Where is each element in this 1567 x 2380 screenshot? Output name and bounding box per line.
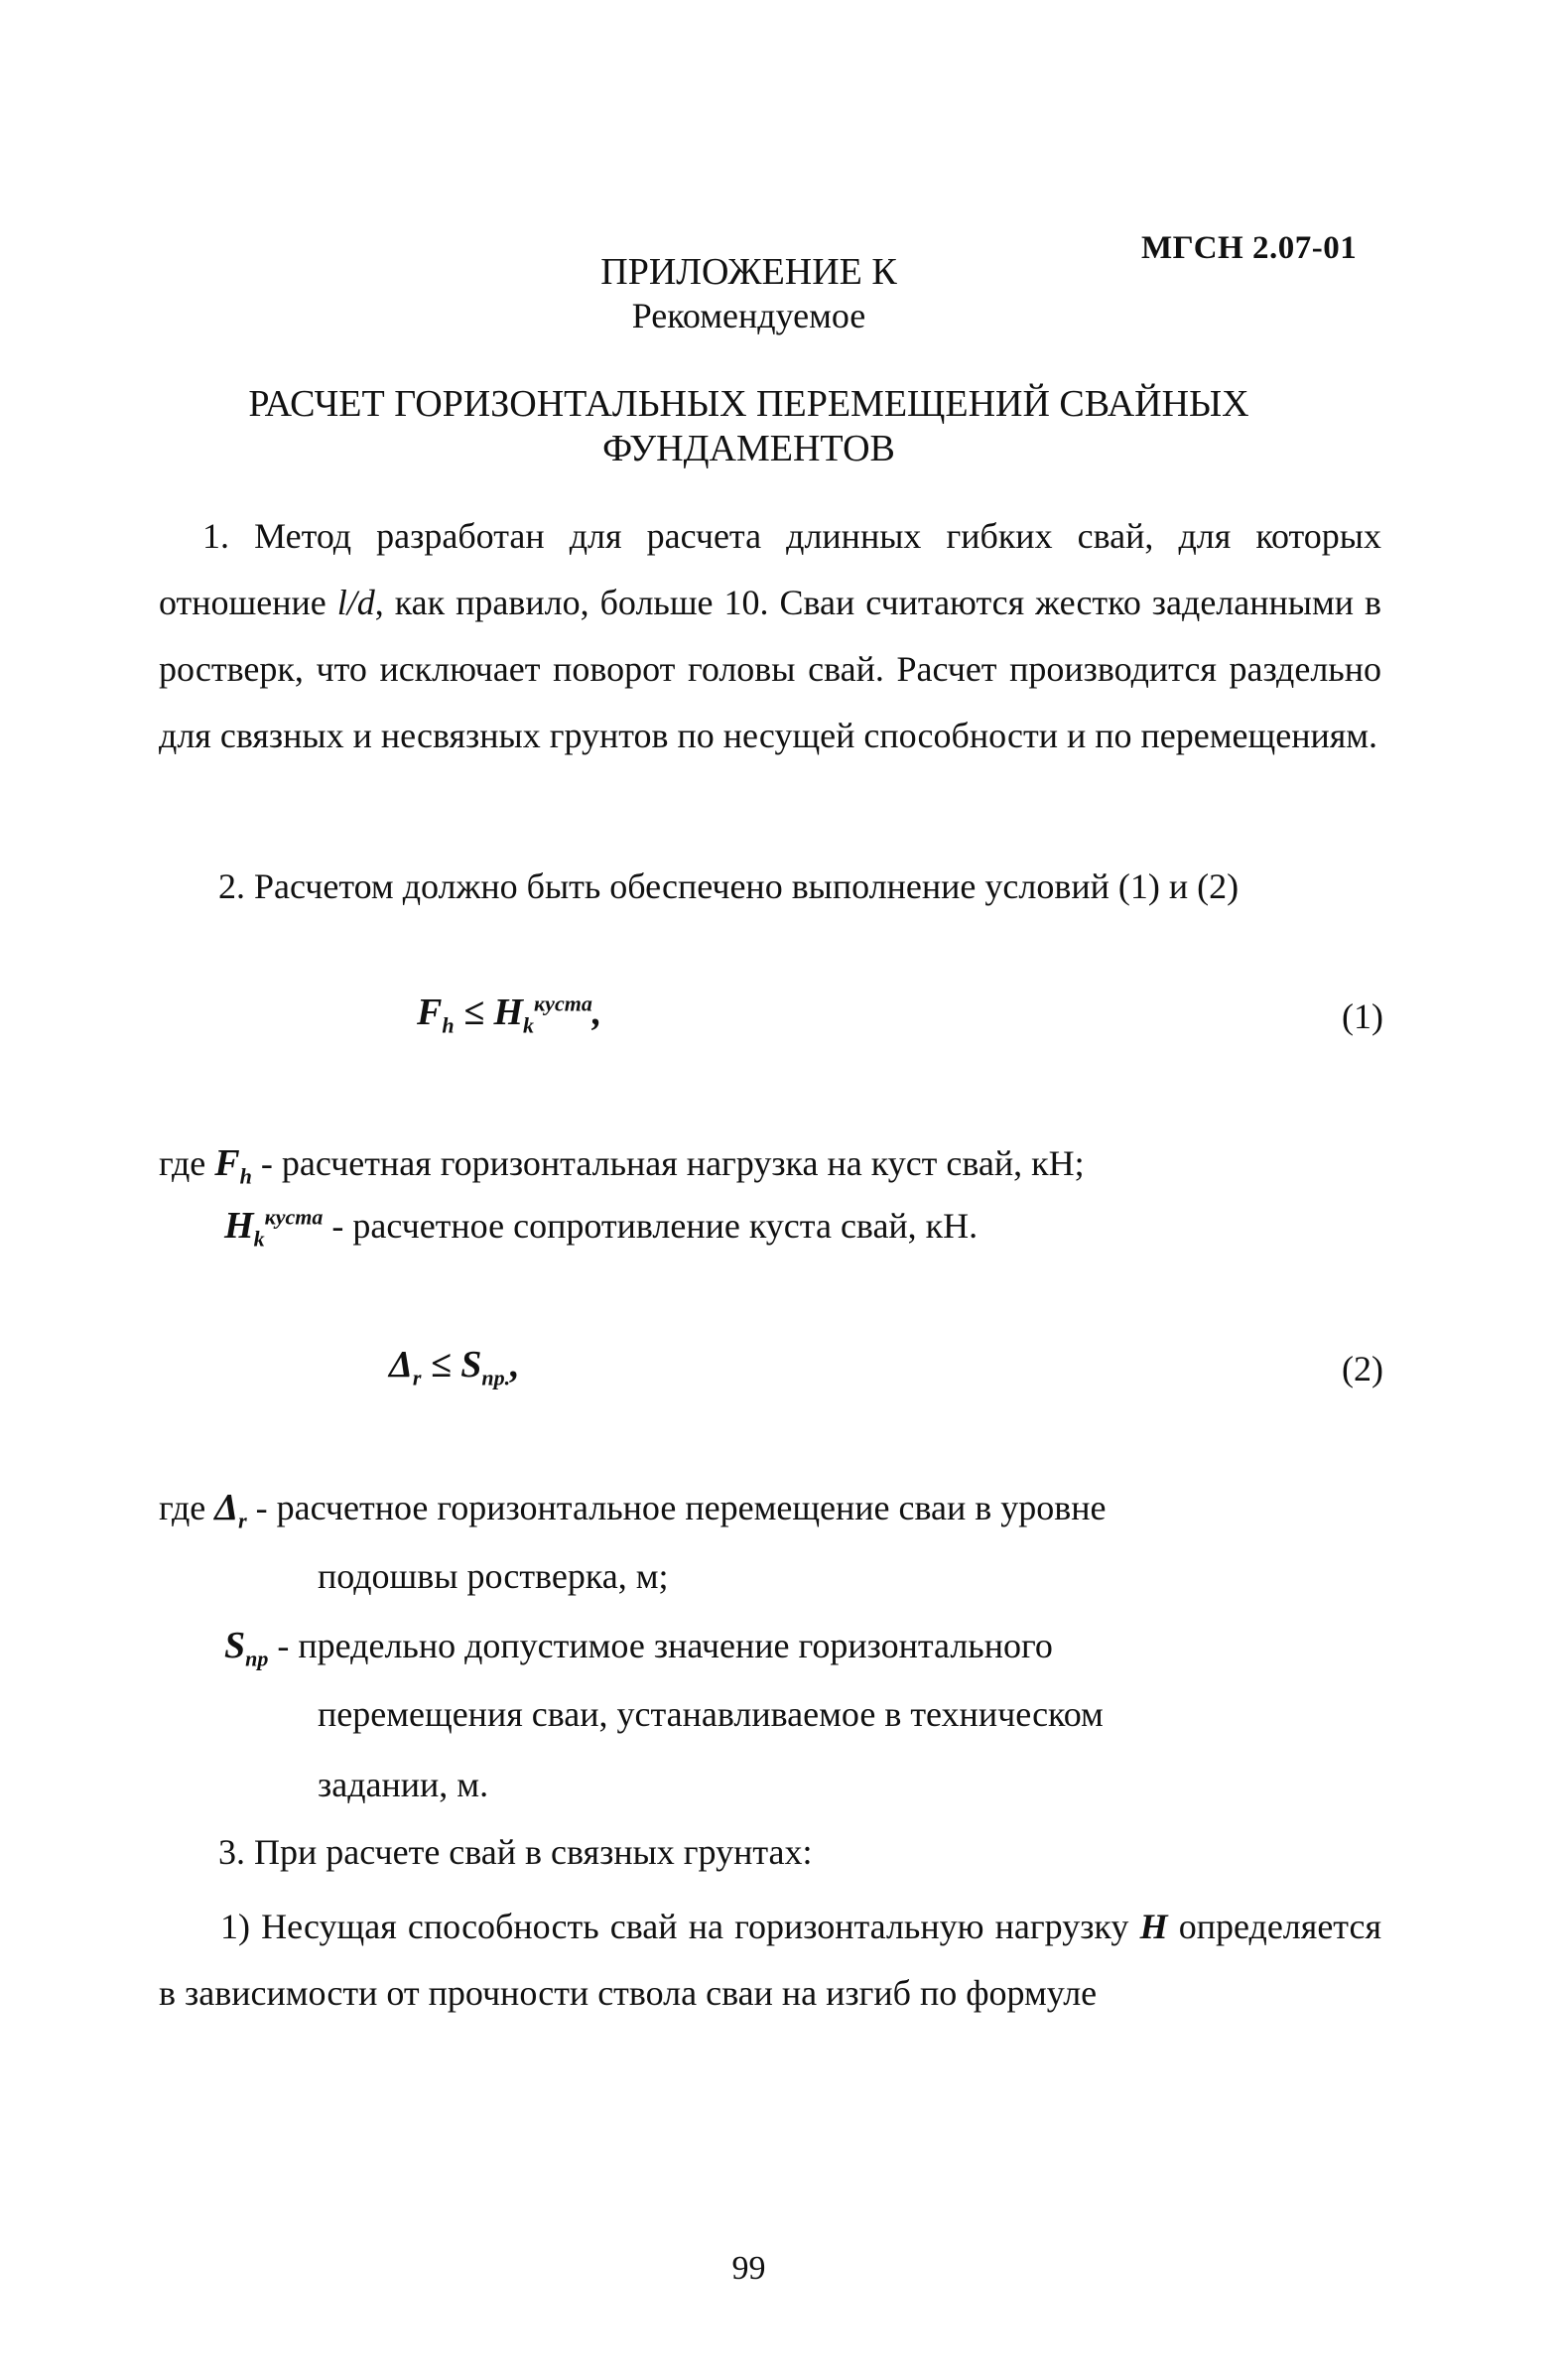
appendix-subtitle: Рекомендуемое (631, 296, 866, 335)
definition-snp-cont-2: задании, м. (318, 1765, 489, 1804)
symbol-snp: $S_{пр}$ (224, 1625, 269, 1671)
symbol-h: H (1139, 1907, 1168, 1946)
equation-number-2: (2) (1342, 1349, 1383, 1388)
symbol-fh: $F_h$ (214, 1142, 252, 1189)
formula-1: $F_h \le H_k^{куста}$, (417, 991, 602, 1038)
appendix-title: ПРИЛОЖЕНИЕ К (600, 251, 897, 293)
paragraph-1-text-b: , как правило, больше 10. Сваи считаются жестко заделанными в ростверк, что исключает поворот головы свай. Расчет производится раздельно для связных и несвязных грунтов по несущей способности и по перемещениям. (159, 583, 1381, 755)
definition-hk: $H_k^{куста}$ - расчетное сопротивление куста свай, кН. (224, 1204, 979, 1252)
definition-dr: где $\Delta_r$ - расчетное горизонтальное перемещение сваи в уровне (159, 1487, 1107, 1533)
formula-2: $\Delta_r \le S_{пр.}$, (389, 1344, 520, 1390)
ratio-ld: l/d (336, 583, 375, 622)
symbol-hk: $H_k^{куста}$ (224, 1204, 324, 1252)
definition-fh: где $F_h$ - расчетная горизонтальная нагрузка на куст свай, кН; (159, 1142, 1085, 1189)
definition-dr-cont: подошвы ростверка, м; (318, 1556, 669, 1596)
paragraph-3: 3. При расчете свай в связных грунтах: (218, 1832, 813, 1872)
definition-snp: $S_{пр}$ - предельно допустимое значение горизонтального (224, 1625, 1053, 1671)
equation-number-1: (1) (1342, 996, 1383, 1036)
symbol-dr: $\Delta_r$ (214, 1487, 247, 1533)
section-title-line2: ФУНДАМЕНТОВ (602, 428, 895, 469)
document-code: МГСН 2.07-01 (1141, 230, 1358, 266)
paragraph-2: 2. Расчетом должно быть обеспечено выполнение условий (1) и (2) (218, 866, 1240, 906)
definition-snp-cont-1: перемещения сваи, устанавливаемое в техническом (318, 1694, 1104, 1734)
paragraph-1-text-a: 1. Метод разработан для расчета длинных гибких свай, для которых отношение (159, 516, 1381, 622)
section-title-line1: РАСЧЕТ ГОРИЗОНТАЛЬНЫХ ПЕРЕМЕЩЕНИЙ СВАЙНЫХ (248, 383, 1249, 425)
page-number: 99 (731, 2250, 766, 2287)
paragraph-1 (159, 503, 1381, 769)
paragraph-4: 1) Несущая способность свай на горизонтальную нагрузку H определяется в зависимости от прочности ствола сваи на изгиб по формуле (159, 1907, 1382, 2013)
